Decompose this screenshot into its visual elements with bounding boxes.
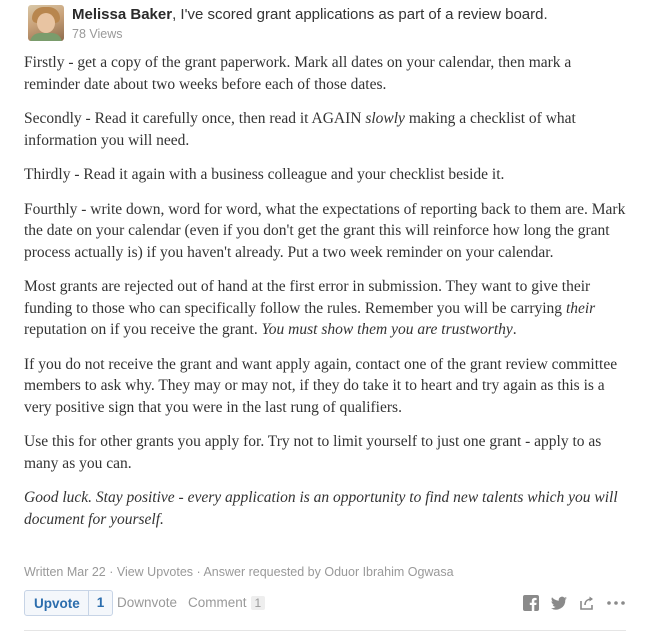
facebook-icon[interactable] (522, 594, 540, 612)
author-line (72, 6, 548, 23)
upvote-button[interactable] (24, 590, 113, 616)
paragraph-emphasis: Good luck. Stay positive - every application is an opportunity to find new talents which you will document for yourself. (24, 489, 618, 528)
answer-paragraph (24, 108, 630, 151)
answer-paragraph (24, 164, 630, 186)
action-bar (24, 590, 628, 616)
paragraph-text: Secondly - Read it carefully once, then read it AGAIN (24, 110, 366, 127)
downvote-button[interactable]: Downvote (117, 595, 178, 610)
author-name[interactable]: Melissa Baker (72, 6, 173, 23)
author-credential: , I've scored grant applications as part of a review board. (172, 6, 548, 23)
share-icons (522, 594, 624, 612)
upvote-count: 1 (88, 591, 113, 615)
share-icon[interactable] (578, 594, 596, 612)
more-icon[interactable] (606, 594, 624, 612)
paragraph-text: making a checklist of what information you will need. (24, 110, 576, 149)
comment-label: Comment (188, 595, 247, 610)
twitter-icon[interactable] (550, 594, 568, 612)
paragraph-text: reputation on if you receive the grant. (24, 321, 262, 338)
paragraph-text: Fourthly - write down, word for word, what the expectations of reporting back to them are. Mark the date on your calendar (even if you don't get the grant this will reinforce how long the grant process actually is) if you haven't already. Put a two week reminder on your calendar. (24, 200, 626, 261)
paragraph-text: If you do not receive the grant and want apply again, contact one of the grant review committee members to ask why. They may or may not, if they do take it to heart and try again as this is a very positive sign that you were in the last rung of qualifiers. (24, 355, 618, 416)
answer-paragraph (24, 199, 630, 264)
paragraph-text: Use this for other grants you apply for. Try not to limit yourself to just one grant - apply to as many as you can. (24, 433, 602, 472)
answer-paragraph (24, 354, 630, 419)
view-count: 78 Views (72, 27, 123, 41)
comment-button[interactable] (188, 595, 265, 610)
avatar[interactable] (28, 5, 64, 41)
paragraph-emphasis: You must show them you are trustworthy (261, 321, 513, 338)
answer-meta[interactable]: Written Mar 22 · View Upvotes · Answer requested by Oduor Ibrahim Ogwasa (24, 565, 454, 579)
answer-paragraph (24, 431, 630, 474)
paragraph-emphasis: slowly (365, 110, 405, 127)
paragraph-text: Firstly - get a copy of the grant paperwork. Mark all dates on your calendar, then mark a reminder date about two weeks before each of those dates. (24, 54, 572, 93)
paragraph-text: . (512, 321, 517, 338)
answer-paragraph (24, 487, 630, 530)
upvote-label: Upvote (34, 595, 80, 611)
answer-paragraph (24, 52, 630, 95)
answer-body (24, 52, 630, 543)
paragraph-emphasis: their (565, 299, 596, 317)
divider (24, 630, 626, 631)
answer-paragraph (24, 276, 630, 341)
answer-header (24, 0, 626, 50)
comment-count: 1 (251, 596, 266, 610)
paragraph-text: Thirdly - Read it again with a business colleague and your checklist beside it. (24, 166, 505, 183)
paragraph-text: Most grants are rejected out of hand at the first error in submission. They want to give their funding to those who can specifically follow the rules. Remember you will be carrying (24, 278, 591, 317)
